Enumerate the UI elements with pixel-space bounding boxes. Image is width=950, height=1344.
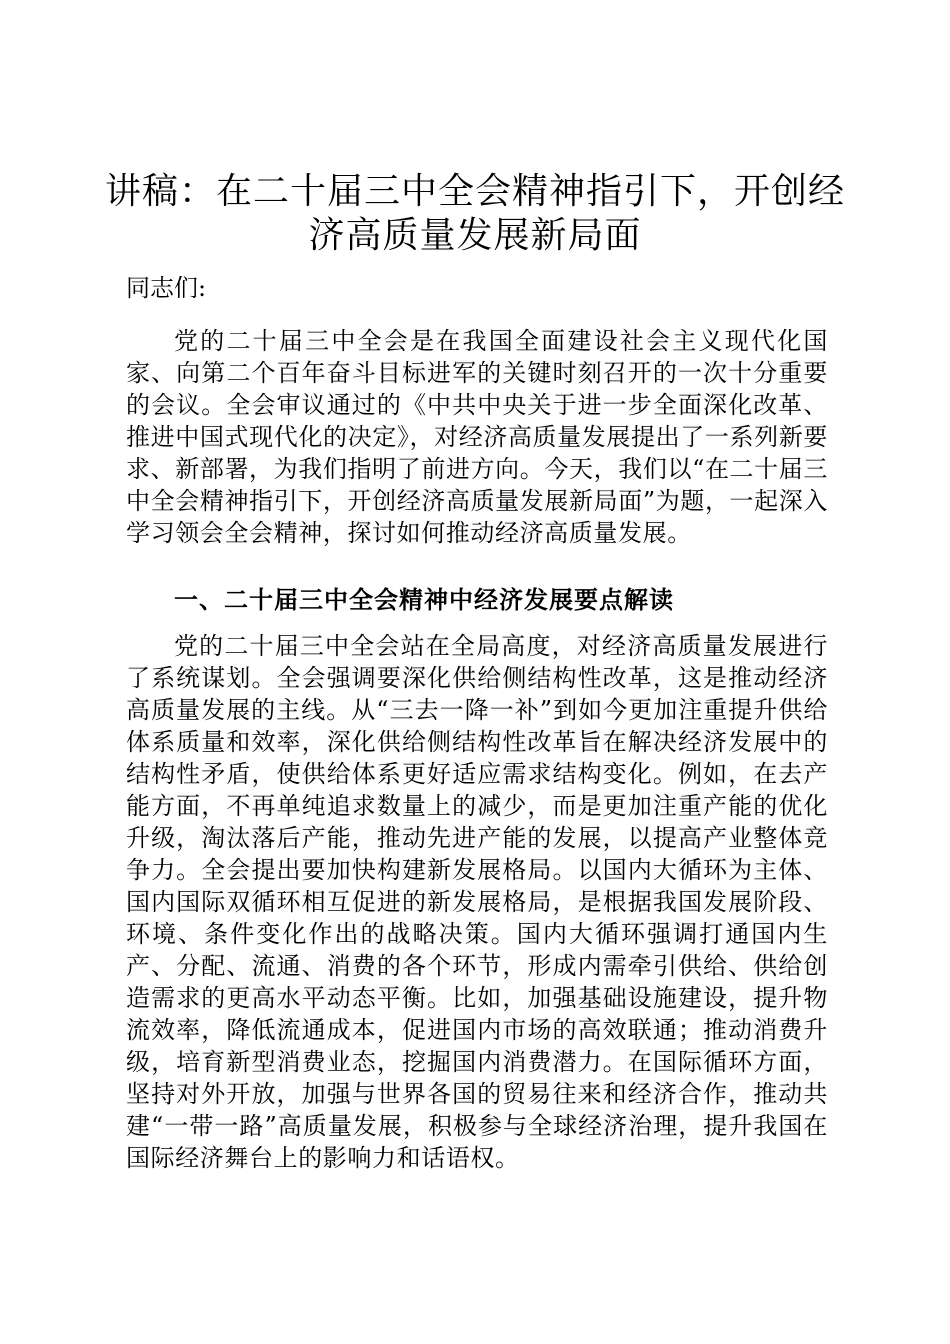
greeting: 同志们:	[126, 274, 207, 302]
document-title: 讲稿：在二十届三中全会精神指引下，开创经济高质量发展新局面	[104, 171, 845, 256]
section-heading: 一、二十届三中全会精神中经济发展要点解读	[174, 585, 674, 614]
intro-paragraph: 党的二十届三中全会是在我国全面建设社会主义现代化国家、向第二个百年奋斗目标进军的关键时刻召开的一次十分重要的会议。全会审议通过的《中共中央关于进一步全面深化改革、推进中国式现代化的决定》，对经济高质量发展提出了一系列新要求、新部署，为我们指明了前进方向。今天，我们以“在二十届三中全会精神指引下，开创经济高质量发展新局面”为题，一起深入学习领会全会精神，探讨如何推动经济高质量发展。	[126, 327, 828, 547]
section-paragraph: 党的二十届三中全会站在全局高度，对经济高质量发展进行了系统谋划。全会强调要深化供给侧结构性改革，这是推动经济高质量发展的主线。从“三去一降一补”到如今更加注重提升供给体系质量和效率，深化供给侧结构性改革旨在解决经济发展中的结构性矛盾，使供给体系更好适应需求结构变化。例如，在去产能方面，不再单纯追求数量上的减少，而是更加注重产能的优化升级，淘汰落后产能，推动先进产能的发展，以提高产业整体竞争力。全会提出要加快构建新发展格局。以国内大循环为主体、国内国际双循环相互促进的新发展格局，是根据我国发展阶段、环境、条件变化作出的战略决策。国内大循环强调打通国内生产、分配、流通、消费的各个环节，形成内需牵引供给、供给创造需求的更高水平动态平衡。比如，加强基础设施建设，提升物流效率，降低流通成本，促进国内市场的高效联通；推动消费升级，培育新型消费业态，挖掘国内消费潜力。在国际循环方面，坚持对外开放，加强与世界各国的贸易往来和经济合作，推动共建“一带一路”高质量发展，积极参与全球经济治理，提升我国在国际经济舞台上的影响力和话语权。	[126, 632, 828, 1172]
